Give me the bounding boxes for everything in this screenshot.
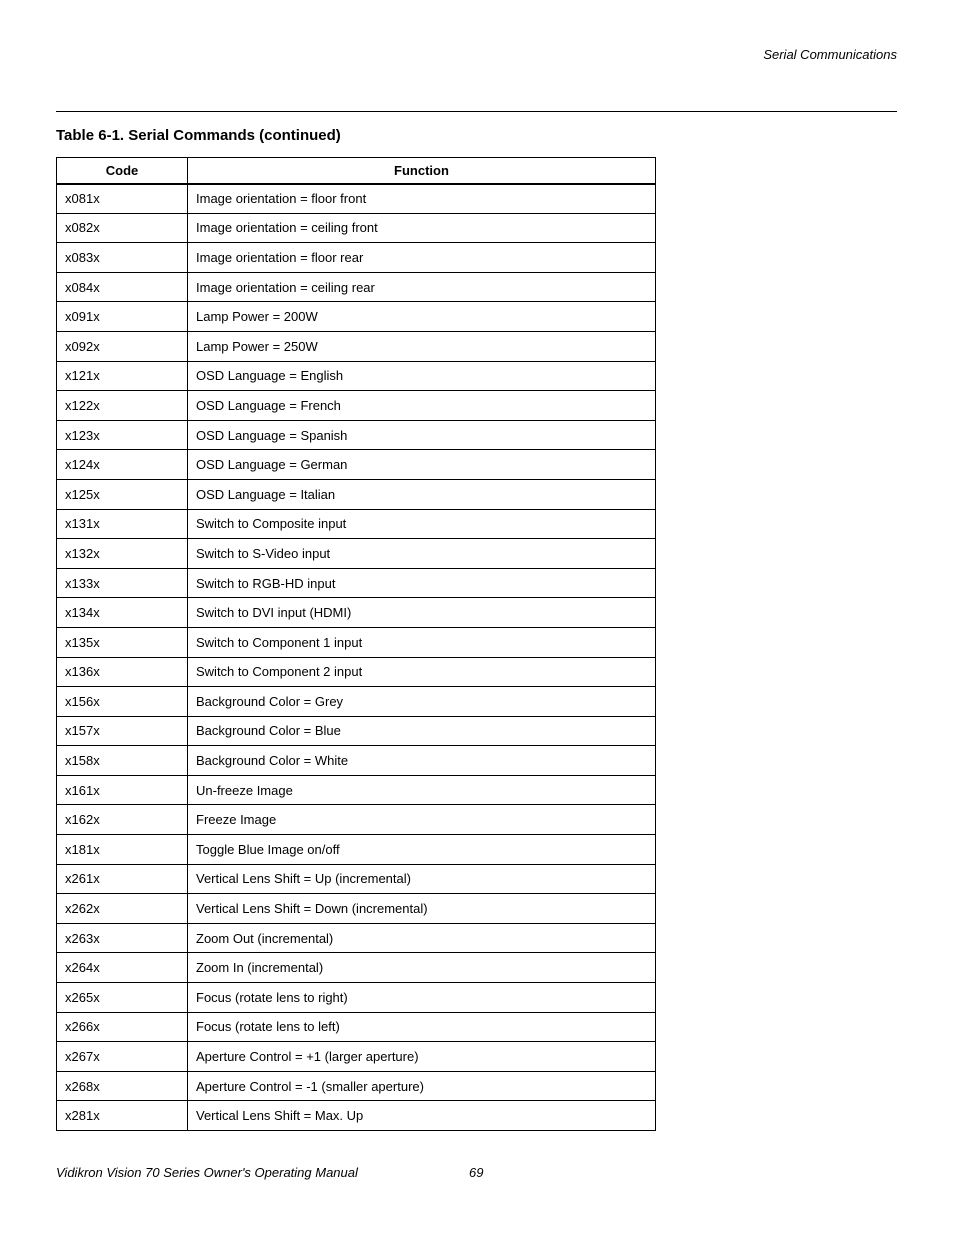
table-row — [57, 1101, 656, 1131]
command-function: Image orientation = floor rear — [188, 243, 656, 273]
command-function: Lamp Power = 250W — [188, 331, 656, 361]
command-code: x124x — [57, 450, 188, 480]
command-function: Switch to Composite input — [188, 509, 656, 539]
command-function: Switch to RGB-HD input — [188, 568, 656, 598]
command-function: OSD Language = French — [188, 391, 656, 421]
table-row — [57, 568, 656, 598]
page-number: 69 — [469, 1165, 484, 1180]
command-code: x081x — [57, 184, 188, 214]
command-function: Switch to DVI input (HDMI) — [188, 598, 656, 628]
command-function: Background Color = Blue — [188, 716, 656, 746]
table-row — [57, 302, 656, 332]
command-function: Background Color = White — [188, 746, 656, 776]
command-code: x267x — [57, 1042, 188, 1072]
command-code: x263x — [57, 923, 188, 953]
command-code: x122x — [57, 391, 188, 421]
command-function: Vertical Lens Shift = Up (incremental) — [188, 864, 656, 894]
command-code: x181x — [57, 835, 188, 865]
command-code: x123x — [57, 420, 188, 450]
command-function: Focus (rotate lens to left) — [188, 1012, 656, 1042]
table-row — [57, 953, 656, 983]
command-function: Image orientation = ceiling front — [188, 213, 656, 243]
command-code: x162x — [57, 805, 188, 835]
table-row — [57, 1012, 656, 1042]
command-function: Un-freeze Image — [188, 775, 656, 805]
serial-commands-table — [56, 157, 656, 1131]
command-function: Focus (rotate lens to right) — [188, 983, 656, 1013]
table-title: Table 6-1. Serial Commands (continued) — [56, 127, 341, 144]
command-function: Freeze Image — [188, 805, 656, 835]
table-row — [57, 864, 656, 894]
command-code: x264x — [57, 953, 188, 983]
command-code: x091x — [57, 302, 188, 332]
table-row — [57, 983, 656, 1013]
command-code: x281x — [57, 1101, 188, 1131]
command-function: Toggle Blue Image on/off — [188, 835, 656, 865]
table-row — [57, 627, 656, 657]
table-row — [57, 509, 656, 539]
command-code: x092x — [57, 331, 188, 361]
command-code: x136x — [57, 657, 188, 687]
column-header-code: Code — [57, 158, 188, 184]
table-row — [57, 687, 656, 717]
table-row — [57, 746, 656, 776]
table-row — [57, 775, 656, 805]
table-row — [57, 894, 656, 924]
table-row — [57, 923, 656, 953]
command-function: Switch to Component 2 input — [188, 657, 656, 687]
table-row — [57, 391, 656, 421]
command-function: Aperture Control = -1 (smaller aperture) — [188, 1071, 656, 1101]
table-row — [57, 805, 656, 835]
command-function: Switch to S-Video input — [188, 539, 656, 569]
column-header-function: Function — [188, 158, 656, 184]
command-function: Vertical Lens Shift = Down (incremental) — [188, 894, 656, 924]
command-code: x268x — [57, 1071, 188, 1101]
command-code: x133x — [57, 568, 188, 598]
command-code: x134x — [57, 598, 188, 628]
command-function: Zoom Out (incremental) — [188, 923, 656, 953]
command-code: x083x — [57, 243, 188, 273]
table-row — [57, 331, 656, 361]
running-head: Serial Communications — [763, 47, 897, 62]
table-row — [57, 184, 656, 214]
command-function: Vertical Lens Shift = Max. Up — [188, 1101, 656, 1131]
command-function: Image orientation = ceiling rear — [188, 272, 656, 302]
table-row — [57, 1071, 656, 1101]
table-row — [57, 657, 656, 687]
command-code: x262x — [57, 894, 188, 924]
table-row — [57, 539, 656, 569]
table-row — [57, 450, 656, 480]
table-row — [57, 243, 656, 273]
command-code: x125x — [57, 479, 188, 509]
header-rule — [56, 111, 897, 112]
command-code: x157x — [57, 716, 188, 746]
command-code: x121x — [57, 361, 188, 391]
command-code: x082x — [57, 213, 188, 243]
command-function: Lamp Power = 200W — [188, 302, 656, 332]
command-function: Aperture Control = +1 (larger aperture) — [188, 1042, 656, 1072]
command-function: Switch to Component 1 input — [188, 627, 656, 657]
table-row — [57, 420, 656, 450]
command-code: x132x — [57, 539, 188, 569]
table-row — [57, 272, 656, 302]
command-function: OSD Language = German — [188, 450, 656, 480]
table-row — [57, 213, 656, 243]
command-code: x161x — [57, 775, 188, 805]
command-function: Background Color = Grey — [188, 687, 656, 717]
command-code: x266x — [57, 1012, 188, 1042]
command-function: OSD Language = Italian — [188, 479, 656, 509]
table-header-row — [57, 158, 656, 184]
table-row — [57, 361, 656, 391]
table-row — [57, 598, 656, 628]
table-row — [57, 716, 656, 746]
command-function: OSD Language = English — [188, 361, 656, 391]
table-row — [57, 1042, 656, 1072]
table-row — [57, 835, 656, 865]
command-code: x135x — [57, 627, 188, 657]
table-body — [57, 184, 656, 1131]
command-code: x265x — [57, 983, 188, 1013]
command-code: x261x — [57, 864, 188, 894]
command-function: Zoom In (incremental) — [188, 953, 656, 983]
command-code: x084x — [57, 272, 188, 302]
command-code: x156x — [57, 687, 188, 717]
command-function: OSD Language = Spanish — [188, 420, 656, 450]
command-function: Image orientation = floor front — [188, 184, 656, 214]
table-row — [57, 479, 656, 509]
command-code: x158x — [57, 746, 188, 776]
command-code: x131x — [57, 509, 188, 539]
footer-manual-title: Vidikron Vision 70 Series Owner's Operating Manual — [56, 1165, 358, 1180]
